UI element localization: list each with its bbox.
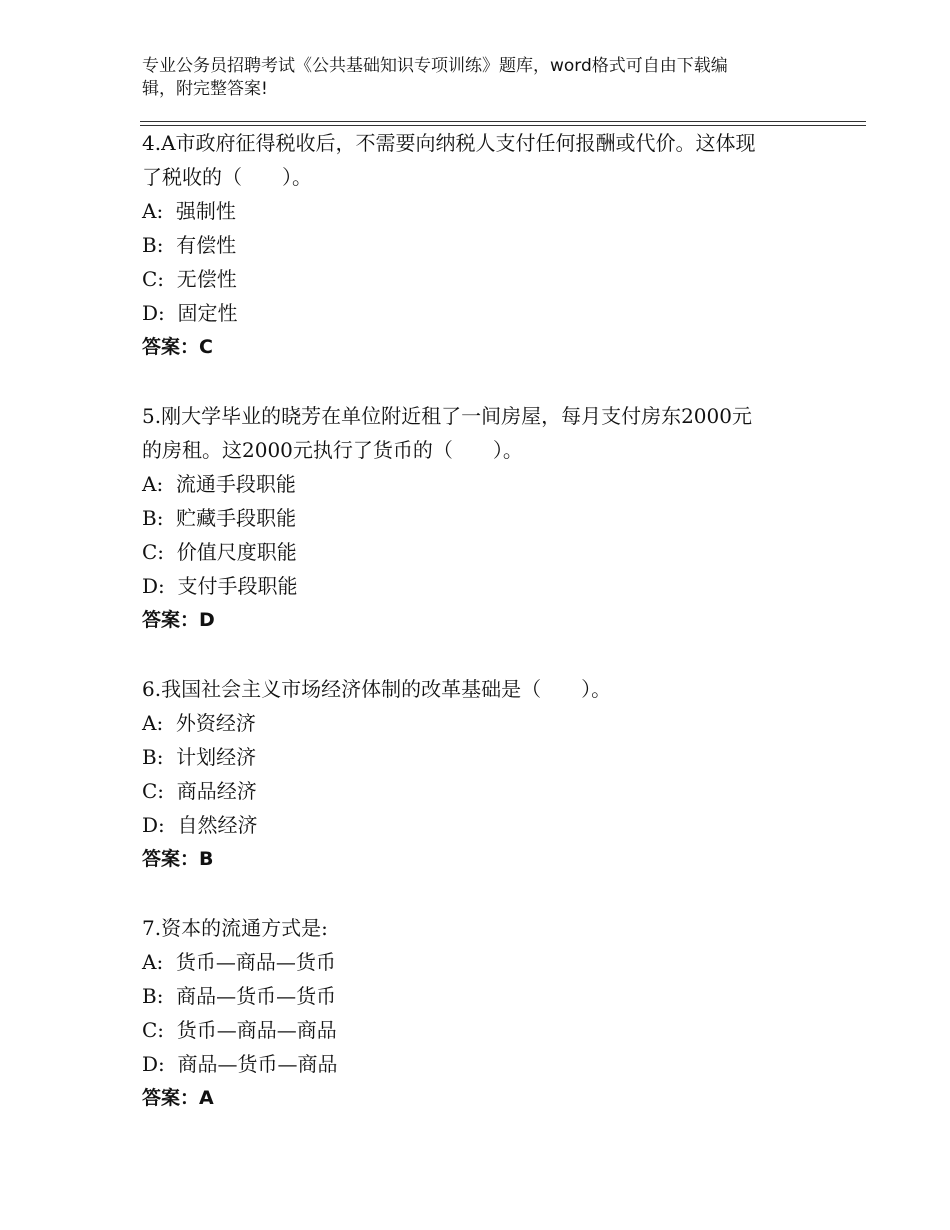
- header-line: 专业公务员招聘考试《公共基础知识专项训练》题库，word格式可自由下载编: [142, 56, 728, 76]
- question-block: [142, 911, 822, 1115]
- answer-label: 答案：C: [142, 336, 213, 358]
- header-divider: [140, 121, 866, 122]
- option-b: B: 计划经济: [142, 745, 257, 769]
- question-block: [142, 126, 822, 364]
- option-c: C: 无偿性: [142, 267, 237, 291]
- option-a: A: 流通手段职能: [142, 472, 296, 496]
- question-block: [142, 399, 822, 637]
- option-b: B: 商品—货币—货币: [142, 984, 337, 1008]
- answer-label: 答案：A: [142, 1087, 214, 1109]
- question-stem: 了税收的（ ）。: [142, 165, 312, 189]
- answer-label: 答案：D: [142, 609, 215, 631]
- option-c: C: 货币—商品—商品: [142, 1018, 337, 1042]
- question-stem: 的房租。这2000元执行了货币的（ ）。: [142, 438, 523, 462]
- option-a: A: 货币—商品—货币: [142, 950, 336, 974]
- option-d: D: 商品—货币—商品: [142, 1052, 338, 1076]
- question-block: [142, 672, 822, 876]
- option-d: D: 自然经济: [142, 813, 258, 837]
- option-b: B: 有偿性: [142, 233, 237, 257]
- header-line: 辑，附完整答案!: [142, 79, 268, 99]
- option-a: A: 外资经济: [142, 711, 256, 735]
- answer-label: 答案：B: [142, 848, 214, 870]
- option-b: B: 贮藏手段职能: [142, 506, 297, 530]
- question-stem: 5.刚大学毕业的晓芳在单位附近租了一间房屋，每月支付房东2000元: [142, 404, 752, 428]
- question-stem: 7.资本的流通方式是:: [142, 916, 328, 940]
- option-d: D: 支付手段职能: [142, 574, 298, 598]
- option-d: D: 固定性: [142, 301, 238, 325]
- question-stem: 4.A市政府征得税收后，不需要向纳税人支付任何报酬或代价。这体现: [142, 131, 756, 155]
- option-c: C: 商品经济: [142, 779, 257, 803]
- option-a: A: 强制性: [142, 199, 236, 223]
- document-header: [142, 55, 802, 101]
- option-c: C: 价值尺度职能: [142, 540, 297, 564]
- question-stem: 6.我国社会主义市场经济体制的改革基础是（ ）。: [142, 677, 612, 701]
